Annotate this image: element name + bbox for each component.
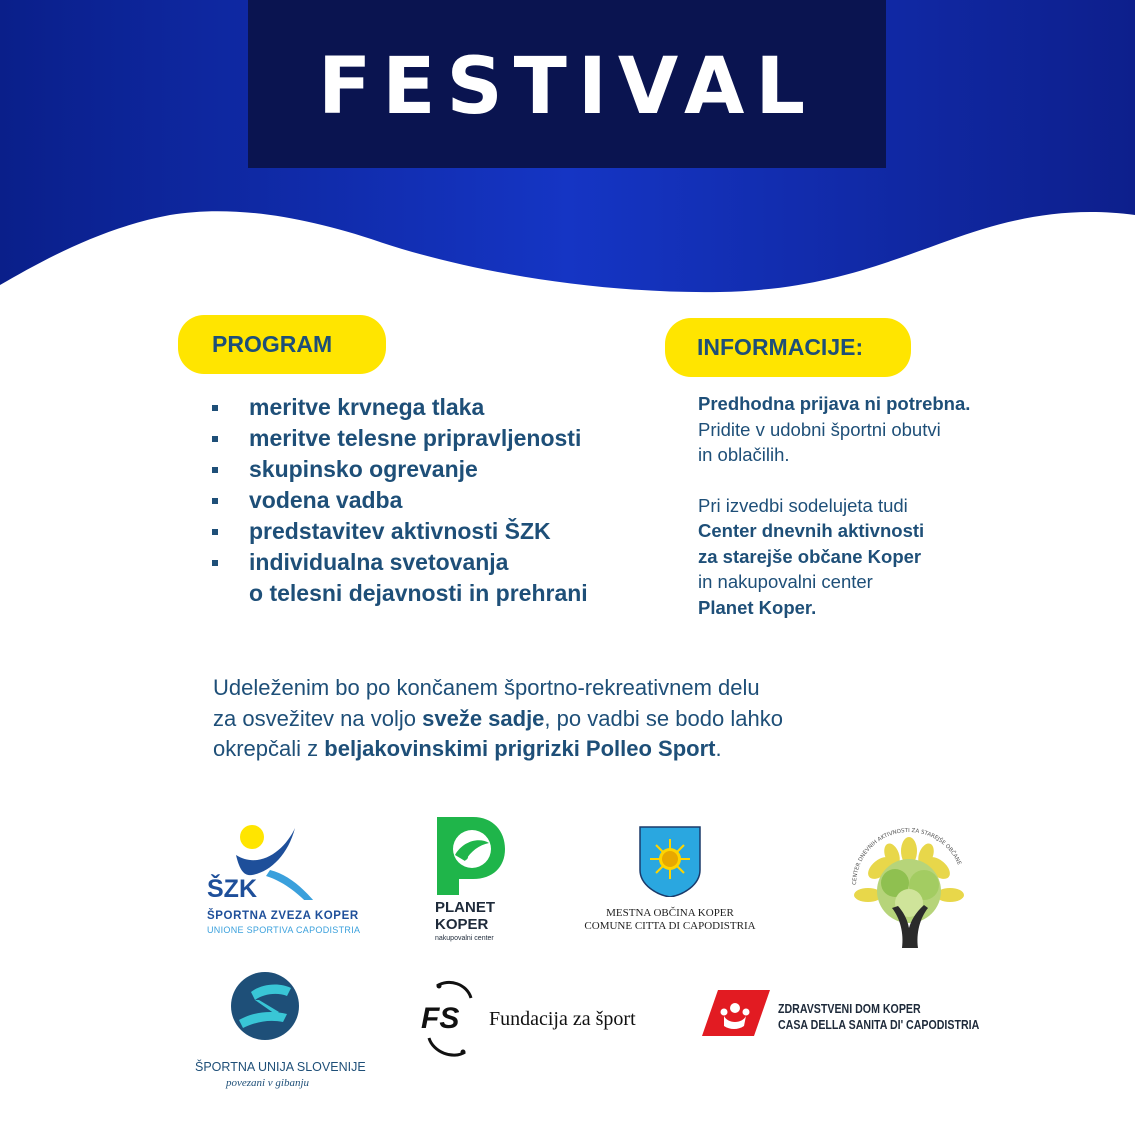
program-list [212,392,588,609]
list-item: individualna svetovanja [212,547,588,578]
bullet-icon [212,560,218,566]
info-paragraph-2: Pri izvedbi sodelujeta tudi Center dnevnih aktivnosti za starejše občane Koper in nakupovalni center Planet Koper. [698,494,925,618]
cda-arc-text: CENTER DNEVNIH AKTIVNOSTI ZA STAREJŠE OBČANE [851,827,962,886]
cda-tree-logo [840,823,978,953]
fundacija-logo [415,980,655,1058]
fs-mark: FS [421,1002,460,1035]
list-item-continuation: o telesni dejavnosti in prehrani [249,580,588,606]
planet-line-2: KOPER [435,916,489,933]
bullet-icon [212,498,218,504]
bullet-icon [212,405,218,411]
sus-sub: povezani v gibanju [225,1077,310,1089]
zd-koper-logo [702,990,987,1040]
szk-abbr: ŠZK [207,875,257,903]
planet-line-1: PLANET [435,899,495,916]
sus-logo [195,970,366,1095]
zd-line-1: ZDRAVSTVENI DOM KOPER [778,1002,921,1016]
szk-name: ŠPORTNA ZVEZA KOPER [207,910,359,922]
zd-emblem-icon [702,990,770,1036]
page-title: FESTIVAL [317,42,817,132]
info-paragraph-1: Predhodna prijava ni potrebna. Pridite v udobni športni obutvi in oblačilih. [698,393,971,465]
bullet-icon [212,529,218,535]
info-text [698,391,1018,620]
list-item: predstavitev aktivnosti ŠZK [212,516,588,547]
coat-of-arms-icon [575,825,765,897]
refreshment-note: Udeleženim bo po končanem športno-rekreativnem delu za osvežitev na voljo sveže sadje, po vadbi se bodo lahko okrepčali z beljakovinskimi prigrizki Polleo Sport. [213,675,783,761]
sus-emblem-icon [195,970,340,1040]
title-banner [248,0,886,168]
planet-koper-logo [425,815,515,947]
moc-koper-logo [575,825,765,935]
szk-sub: UNIONE SPORTIVA CAPODISTRIA [207,925,361,935]
list-item: meritve telesne pripravljenosti [212,423,588,454]
planet-p-icon [425,815,515,897]
szk-logo [200,820,361,945]
list-item: vodena vadba [212,485,588,516]
bullet-icon [212,436,218,442]
sus-name: ŠPORTNA UNIJA SLOVENIJE [195,1060,366,1074]
fs-name: Fundacija za šport [489,1008,636,1030]
bullet-icon [212,467,218,473]
planet-sub: nakupovalni center [435,935,494,942]
moc-line-2: COMUNE CITTA DI CAPODISTRIA [584,920,756,932]
moc-line-1: MESTNA OBČINA KOPER [606,907,734,919]
zd-line-2: CASA DELLA SANITA DI' CAPODISTRIA [778,1018,980,1032]
list-item: skupinsko ogrevanje [212,454,588,485]
tree-icon [840,823,978,953]
program-heading: PROGRAM [178,315,386,374]
info-heading: INFORMACIJE: [665,318,911,377]
list-item: meritve krvnega tlaka [212,392,588,423]
